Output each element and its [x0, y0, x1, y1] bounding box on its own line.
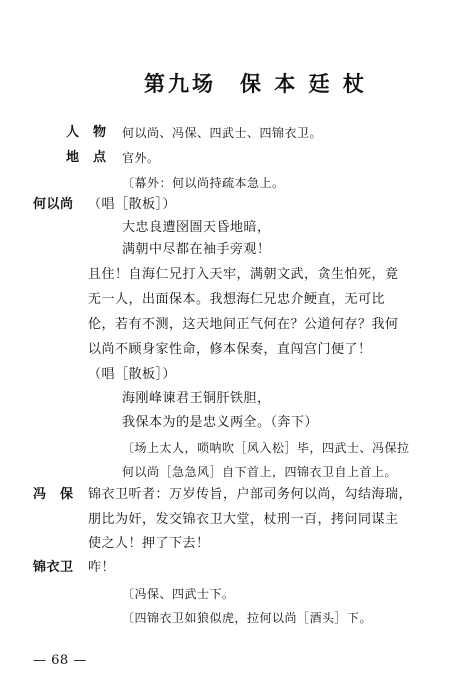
prose-line: 以尚不顾身家性命，修本保奏，直闯宫门便了！	[88, 342, 372, 357]
prose-line: 伦，若有不测，这天地间正气何在？公道何存？我何	[88, 317, 399, 332]
prose-line: 且住！自海仁兄打入天牢，满朝文武，贪生怕死，竟	[88, 267, 399, 282]
verse-line: 海刚峰谏君王铜肝铁胆，	[122, 391, 271, 406]
stage-direction: 何以尚［急急风］自下首上，四锦衣卫自上首上。	[122, 465, 398, 479]
verse-line: 我保本为的是忠义两全。（奔下）	[122, 415, 319, 430]
speaker-label: 何以尚	[33, 197, 74, 212]
page-number: — 68 —	[33, 653, 87, 668]
stage-direction: 〔四锦衣卫如狼似虎，拉何以尚［酒头］下。	[122, 611, 373, 625]
prose-line: 使之人！押了下去！	[88, 536, 210, 551]
stage-direction: 〔冯保、四武士下。	[122, 587, 235, 601]
roles-label: 人 物	[66, 125, 107, 140]
speaker-label: 锦衣卫	[33, 560, 74, 575]
dialogue-line: 咋！	[88, 560, 116, 575]
verse-line: 满朝中尽都在袖手旁观！	[122, 242, 271, 257]
scene-title: 第九场 保 本 廷 杖	[144, 71, 367, 96]
speaker-label: 冯 保	[33, 487, 74, 502]
stage-direction: 〔场上太人，唢呐吹［风入松］毕，四武士、冯保拉	[122, 441, 410, 455]
prose-line: （唱［散板］）	[88, 367, 177, 382]
prose-line: 无一人，出面保本。我想海仁兄忠介鲠直，无可比	[88, 292, 386, 307]
stage-direction: 〔幕外：何以尚持疏本急上。	[122, 176, 285, 190]
dialogue-line: 锦衣卫听者：万岁传旨，户部司务何以尚，勾结海瑞，	[88, 487, 413, 502]
dialogue-line: （唱［散板］）	[88, 197, 177, 212]
place-label: 地 点	[66, 150, 107, 165]
place-value: 官外。	[122, 151, 160, 165]
prose-line: 朋比为奸，发交锦衣卫大堂，杖刑一百，拷问同谋主	[88, 512, 399, 527]
roles-value: 何以尚、冯保、四武士、四锦衣卫。	[122, 126, 323, 140]
verse-line: 大忠良遭囹圄天昏地暗，	[122, 220, 271, 235]
